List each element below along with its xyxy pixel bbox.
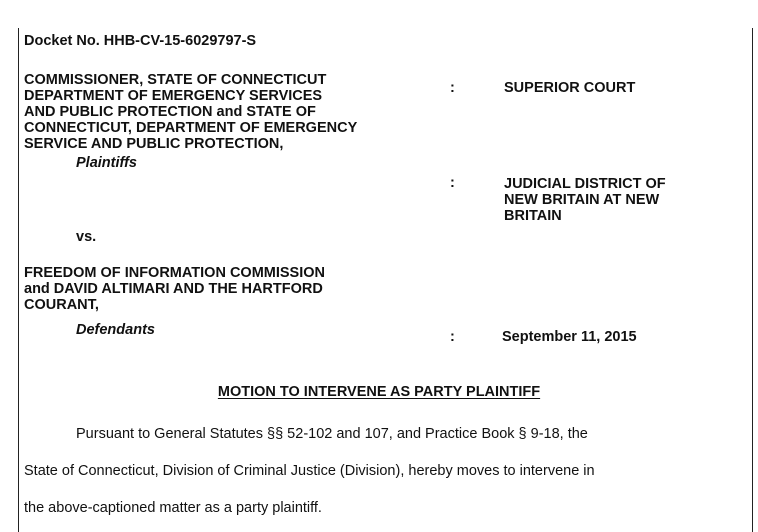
district-line: NEW BRITAIN AT NEW — [504, 192, 660, 208]
defendants-role: Defendants — [76, 322, 155, 338]
defendant-line: COURANT, — [24, 297, 99, 313]
district-line: JUDICIAL DISTRICT OF — [504, 176, 666, 192]
motion-body-line: the above-captioned matter as a party plaintiff. — [24, 500, 322, 516]
defendant-line: FREEDOM OF INFORMATION COMMISSION — [24, 265, 325, 281]
judicial-district — [504, 176, 666, 224]
court-name: SUPERIOR COURT — [504, 80, 636, 96]
caption-left-border — [18, 28, 19, 532]
caption-colon: : — [450, 329, 455, 345]
caption-colon: : — [450, 80, 455, 96]
motion-title — [0, 383, 758, 401]
docket-number: Docket No. HHB-CV-15-6029797-S — [24, 33, 257, 49]
district-line: BRITAIN — [504, 208, 562, 224]
plaintiff-line: SERVICE AND PUBLIC PROTECTION, — [24, 136, 284, 152]
versus-label: vs. — [76, 229, 97, 245]
motion-body-line: State of Connecticut, Division of Criminal Justice (Division), hereby moves to intervene in — [24, 463, 595, 479]
plaintiffs-role: Plaintiffs — [76, 155, 137, 171]
plaintiff-line: AND PUBLIC PROTECTION and STATE OF — [24, 104, 316, 120]
caption-colon: : — [450, 175, 455, 191]
plaintiff-line: COMMISSIONER, STATE OF CONNECTICUT — [24, 72, 327, 88]
motion-title-text: MOTION TO INTERVENE AS PARTY PLAINTIFF — [217, 384, 541, 400]
plaintiff-line: DEPARTMENT OF EMERGENCY SERVICES — [24, 88, 323, 104]
defendants-caption — [24, 265, 325, 313]
defendant-line: and DAVID ALTIMARI AND THE HARTFORD — [24, 281, 323, 297]
plaintiff-line: CONNECTICUT, DEPARTMENT OF EMERGENCY — [24, 120, 358, 136]
caption-right-border — [752, 28, 753, 532]
plaintiffs-caption — [24, 72, 357, 152]
filing-date: September 11, 2015 — [502, 329, 637, 345]
motion-body-line: Pursuant to General Statutes §§ 52-102 and 107, and Practice Book § 9-18, the — [76, 426, 588, 442]
